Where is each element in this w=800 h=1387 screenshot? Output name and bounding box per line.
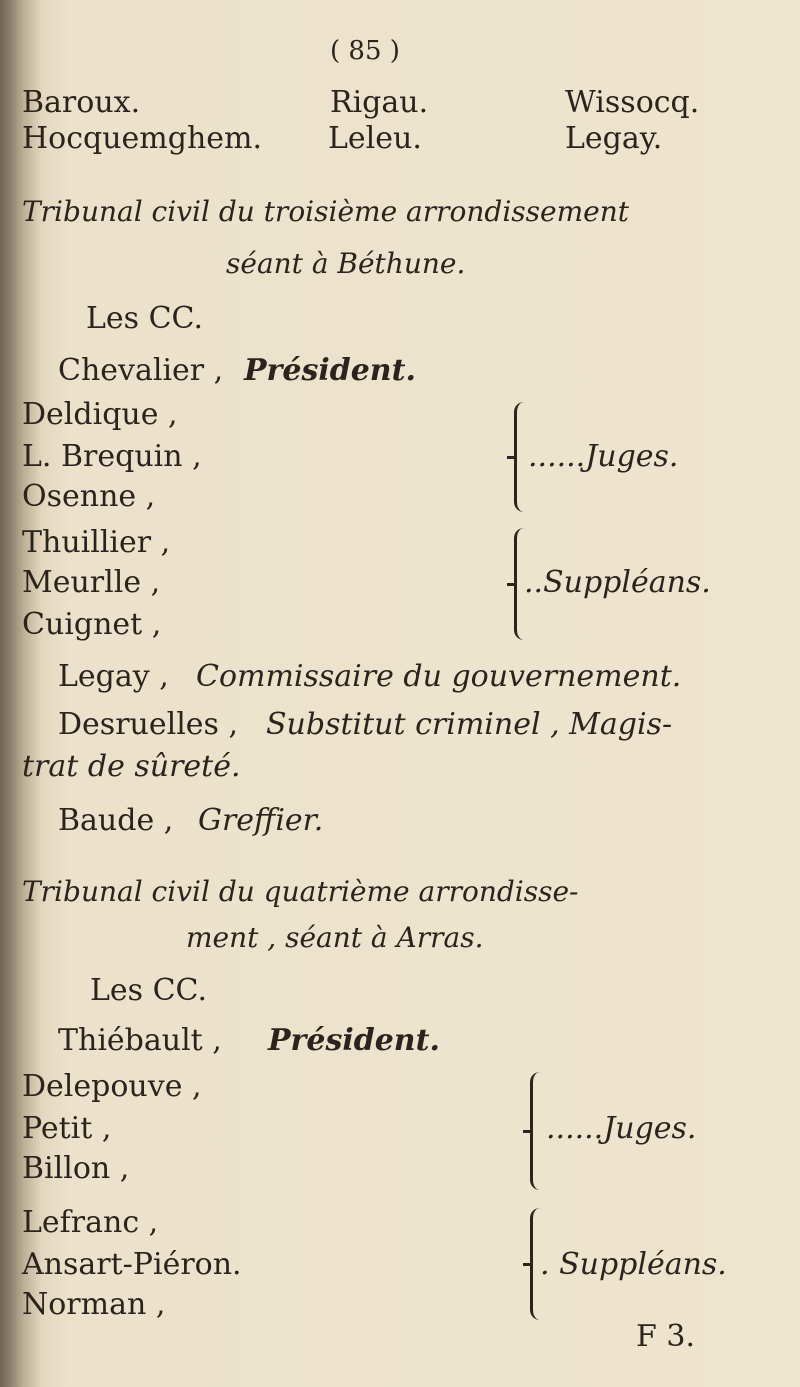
name-leleu: Leleu. [328,121,422,156]
section4-suppleant-3: Norman , [22,1287,166,1322]
section3-greffier-role: Greffier. [198,803,324,838]
section3-judge-2: L. Brequin , [22,439,202,474]
page-number: ( 85 ) [330,36,400,66]
section3-suppleant-2: Meurlle , [22,565,161,600]
section3-judges-label: ......Juges. [528,439,679,474]
section3-greffier-name: Baude , [58,803,174,838]
signature-mark: F 3. [636,1319,695,1354]
section4-judge-2: Petit , [22,1111,112,1146]
section3-commissaire-name: Legay , [58,659,169,694]
section3-president-role: Président. [244,353,416,388]
section3-president-name: Chevalier , [58,353,224,388]
name-rigau: Rigau. [330,85,429,120]
section4-judge-3: Billon , [22,1151,130,1186]
section4-suppleants-label: . Suppléans. [540,1247,727,1282]
section4-judges-brace [530,1072,547,1190]
section3-judge-3: Osenne , [22,479,156,514]
section4-suppleant-1: Lefranc , [22,1205,159,1240]
section4-judge-1: Delepouve , [22,1069,202,1104]
section3-suppleant-1: Thuillier , [22,525,171,560]
section3-substitut-role-line1: Substitut criminel , Magis- [266,707,673,742]
name-baroux: Baroux. [22,85,141,120]
section4-president-name: Thiébault , [58,1023,222,1058]
name-legay: Legay. [565,121,663,156]
section3-substitut-role-line2: trat de sûreté. [22,749,241,784]
name-hocquemghem: Hocquemghem. [22,121,263,156]
section4-title-line2: ment , séant à Arras. [186,921,484,954]
name-wissocq: Wissocq. [565,85,700,120]
section4-president-role: Président. [268,1023,440,1058]
section3-judge-1: Deldique , [22,397,178,432]
section3-suppleant-3: Cuignet , [22,607,162,642]
section4-title-line1: Tribunal civil du quatrième arrondisse- [22,875,579,908]
section4-suppleant-2: Ansart-Piéron. [22,1247,242,1282]
section3-substitut-name: Desruelles , [58,707,239,742]
section4-les-cc: Les CC. [90,973,207,1008]
section3-les-cc: Les CC. [86,301,203,336]
section3-suppleants-label: ..Suppléans. [524,565,711,600]
section3-commissaire-role: Commissaire du gouvernement. [196,659,682,694]
section4-judges-label: ......Juges. [546,1111,697,1146]
section3-title-line2: séant à Béthune. [226,247,466,280]
section3-title-line1: Tribunal civil du troisième arrondissement [22,195,629,228]
